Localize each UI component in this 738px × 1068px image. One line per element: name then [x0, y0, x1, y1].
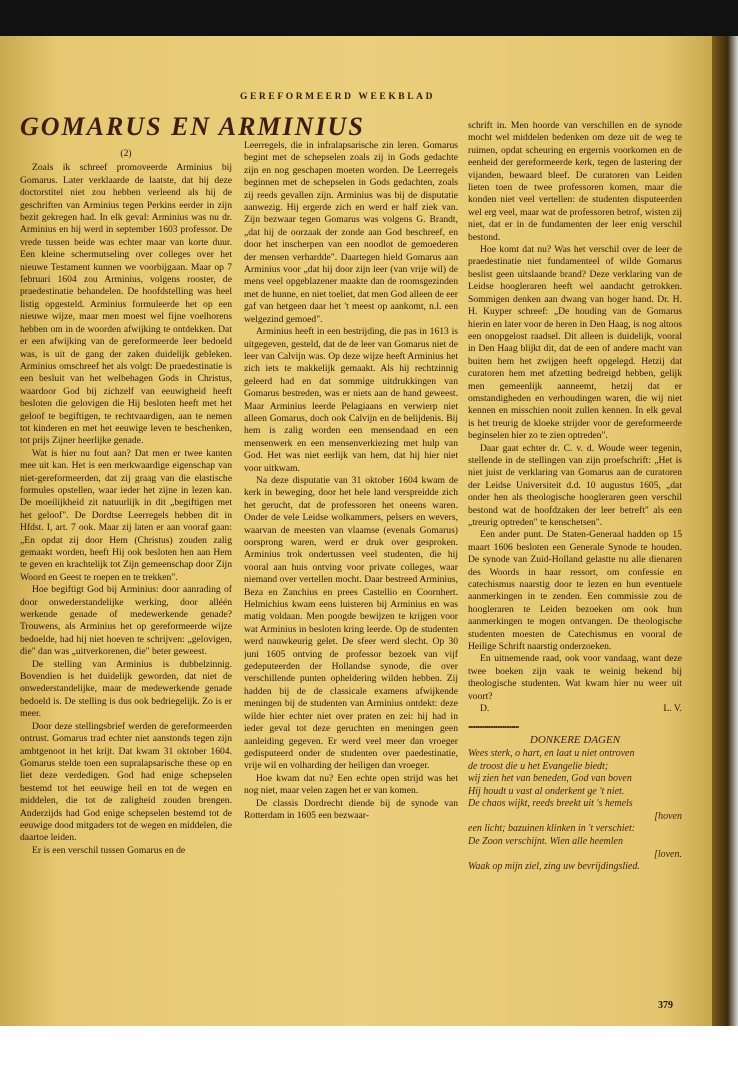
- paragraph: schrift in. Men hoorde van verschillen en de synode mocht wel middelen bedenken om deze uit de weg te ruimen, opdat scheuring en ergernis voorkomen en de eenheid der gereformeerde kerk, tegen de lastering der vijanden, bewaard bleef. De curatoren van Leiden lieten toen de twee professoren komen, maar die konden niet veel vertellen: de studenten disputeerden wel erg veel, maar wat de professoren betrof, wisten zij niet, dat er in de fundamenten der leer enig verschil bestond.: [468, 120, 682, 243]
- paragraph: De stelling van Arminius is dubbelzinnig. Bovendien is het duidelijk geworden, dat niet de onwederstandelijke, maar de medewerkende genade bedoeld is. De stelling is dus ook bedriegelijk. Zo is er meer.: [20, 658, 232, 720]
- paragraph: Wat is hier nu fout aan? Dat men er twee kanten mee uit kan. Het is een merkwaardige eigenschap van niet-gereformeerden, dat zij graag van die elastische formules opstellen, waar ieder het zijne in lezen kan. De moeilijkheid zit natuurlijk in dit „begiftigen met het geloof". De Dordtse Leerregels hebben dit in Hfdst. I, art. 7 ook. Maar zij laten er aan vooraf gaan: „En opdat zij door Hem (Christus) zouden zalig gemaakt worden, heeft Hij ook besloten hen aan Hem te geven en krachtelijk tot Zijn gemeenschap door Zijn Woord en Geest te roepen en te trekken".: [20, 447, 232, 583]
- column-1: [20, 148, 232, 1018]
- paragraph: Er is een verschil tussen Gomarus en de: [32, 844, 186, 856]
- paragraph: Daar gaat echter dr. C. v. d. Woude weer tegenin, stellende in de stellingen van zijn proefschrift: „Het is niet juist de verklaring van Gomarus aan de curatoren der Leidse Universiteit d.d. 10 augustus 1605, „dat onder hen als theologische hoogleraren geen verschil bestond wat de hoofdzaken der leer betreft" als een „treurig optreden" te kenschetsen".: [468, 442, 682, 528]
- scan-border-top: [0, 0, 738, 36]
- poem-title: DONKERE DAGEN: [529, 733, 621, 746]
- paragraph: Na deze disputatie van 31 oktober 1604 kwam de kerk in beweging, door het hele land verspreidde zich het gerucht, dat de professoren het oneens waren. Onder de vele Leidse wolkammers, pelsers en wevers, waarvan de meesten van vlaamse (evenals Gomarus) oorsprong waren, werd er druk over gesproken. Arminius trok ondertussen veel studenten, die hij vooral aan huis ontving voor private colleges, waar niemand over vertellen mocht. Daar bestreed Arminius, Beza en Zanchius en prees Castellio en Coornhert. Helmichius kwam eens luisteren bij Arminius en was matig voldaan. Men poogde bewijzen te krijgen voor wat Arminius in besloten kring leerde. Op de studenten werd nauwkeurig gelet. De sfeer werd slecht. Op 30 juni 1605 ontving de professor bezoek van vijf gedeputeerden der Hollandse synode, die over verschillende punten opheldering wilden hebben. Zij hadden bij de de classicale examens afwijkende meningen bij de studenten van Arminius ontdekt: deze wilde hier echter niet over praten en zei: hij had in ieder geval tot deze geruchten en meningen geen aanleiding gegeven. Er werd veel meer dan vroeger gedisputeerd onder de studenten over paedestinatie, vrije wil en volharding der heiligen dan vroeger.: [244, 474, 458, 772]
- part-number: (2): [120, 148, 132, 159]
- signature-right: L. V.: [663, 703, 682, 715]
- poem: [468, 748, 682, 874]
- paragraph: Hoe kwam dat nu? Een echte open strijd was het nog niet, maar velen zagen het er van komen.: [244, 772, 458, 797]
- running-header: GEREFORMEERD WEEKBLAD: [240, 92, 436, 102]
- paragraph: Zoals ik schreef promoveerde Arminius bij Gomarus. Later verklaarde de laatste, dat hij deze doctorstitel niet zou hebben verleend als hij de geschriften van Arminius tegen Perkins eerder in zijn bezit gekregen had. In elk geval: Arminius was nu dr. Arminius en hij werd in september 1603 professor. De vrede tussen beide was echter maar van korte duur. Een kleine schermutseling over colleges over het nieuwe Testament kunnen we voorbijgaan. Maar op 7 februari 1604 zou Arminius, volgens rooster, de praedestinatie behandelen. De hoofdstelling was heel listig opgesteld. Arminius formuleerde het op een nieuwe wijze, maar men moest wel fijne voelhorens hebben om in de woorden afwijking te ontdekken. Dat er een afwijking van de gereformeerde leer bedoeld was, is uit de gang der zaken duidelijk gebleken. Arminius omschreef het als volgt: De praedestinatie is een besluit van het welbehagen Gods in Christus, waardoor God bij zichzelf van eeuwigheid heeft besloten die gelovigen die Hij besloten heeft met het geloof te begiftigen, te rechtvaardigen, aan te nemen tot kinderen en met het eeuwige leven te beschenken, tot prijs Zijner heerlijke genade.: [20, 162, 232, 447]
- poem-line-continuation: [hoven: [654, 810, 682, 822]
- column-3: [468, 120, 682, 1020]
- poem-line: De chaos wijkt, reeds breekt uit 's hemels: [468, 798, 633, 810]
- scan-border-bottom: [0, 1026, 738, 1068]
- column-2: [244, 140, 458, 1020]
- page-binding-edge: [712, 36, 738, 1026]
- paragraph: Door deze stellingsbrief werden de gereformeerden ontrust. Gomarus trad echter niet aanstonds tegen zijn ambtgenoot in het krijt. Dat kwam 31 oktober 1604. Gomarus stelde toen een supralapsarische these op en liet deze verdedigen. God had enige schepselen bestemd tot het eeuwige heil en tot de wegen en middelen, die tot de zaligheid zouden brengen. Anderzijds had God enige schepselen bestemd tot de eeuwige dood mitgaders tot de wegen en middelen, die daartoe leiden.: [20, 720, 232, 844]
- paragraph: En uitnemende raad, ook voor vandaag, want deze twee boeken zijn vaak te weinig bekend bij theologische studenten. Wat kwam hier nu weer uit voort?: [468, 653, 682, 702]
- paragraph: De classis Dordrecht diende bij de synode van Rotterdam in 1605 een bezwaar-: [244, 797, 458, 821]
- page-number: 379: [658, 1000, 673, 1011]
- signature: [468, 703, 682, 715]
- paragraph: Leerregels, die in infralapsarische zin leren. Gomarus begint met de schepselen zoals zij in Gods gedachte zijn en nog geschapen moeten worden. De Leerregels beginnen met de schepselen in Gods gedachten, zoals zij reeds gevallen zijn. Arminius was bij de disputatie aanwezig. Hij ergerde zich en werd er half ziek van. Zijn bezwaar tegen Gomarus was volgens G. Brandt, „dat hij de oorzaak der zonde aan God beschreef, en door het inscherpen van een noodlot de gemoederen der mensen verhardde". Daartegen hield Gomarus aan Arminius voor „dat hij door zijn leer (van vrije wil) de mens veel opgeblazener maakte dan de roomsgezinden met de hunne, en niet toeliet, dat men God alleen de eer gaf van hetgeen daar het 't meest op aankomt, n.l. een welgezind gemoed".: [244, 140, 458, 325]
- paragraph: Hoe begiftigt God bij Arminius: door aanrading of door onwederstandelijke werking, door alléén werkende genade of medewerkende genade? Trouwens, als Arminius het op gereformeerde wijze bedoelde, had hij niet hoeven te schrijven: „gelovigen, die" dan was „uitverkorenen, die" beter geweest.: [20, 584, 232, 658]
- poem-line: Hij houdt u vast al onderkent ge 't niet.: [468, 785, 625, 797]
- ornamental-divider: ••••••••••••••••••••••••••••: [468, 722, 519, 730]
- signature-left: D.: [480, 703, 490, 715]
- article-title: GOMARUS EN ARMINIUS: [20, 112, 365, 141]
- poem-line: de troost die u het Evangelie biedt;: [468, 760, 609, 772]
- poem-line: wij zien het van beneden, God van boven: [468, 773, 632, 785]
- paragraph: Een ander punt. De Staten-Generaal hadden op 15 maart 1606 besloten een Generale Synode te houden. De synode van Zuid-Holland gelastte nu alle dienaren des Woords in haar ressort, om confessie en catechismus naarstig door te lezen en hun eventuele aanmerkingen in te zenden. Een commissie zou de hoogleraren te Leiden bezoeken om ook hun aanmerkingen te mogen ontvangen. De theologische studenten moesten de Catechismus en vooral de Heilige Schrift naarstig onderzoeken.: [468, 529, 682, 653]
- poem-line: De Zoon verschijnt. Wien alle heemlen: [468, 836, 623, 848]
- poem-line: een licht; bazuinen klinken in 't verschiet:: [468, 823, 636, 835]
- paragraph: Hoe komt dat nu? Was het verschil over de leer de praedestinatie niet fundamenteel of wilde Gomarus beslist geen uitslaande brand? Deze verklaring van de Leidse hoogleraren heeft wel aandacht getrokken. Sommigen denken aan dwang van hoger hand. Dr. H. H. Kuyper schreef: „De houding van de Gomarus hierin en later voor de heren in Den Haag, is nog altoos een onopgelost raadsel. Dit alleen is duidelijk, vooral in Den Haag blijkt dit, dat de een of andere macht van buiten hem het zwijgen heeft opgelegd. Hetzij dat curatoren hem met afzetting bedreigd hebben, gelijk men gemeenlijk aanneemt, hetzij dat er omstandigheden en verhoudingen waren, die wij niet kennen en misschien nooit zullen kennen. In elk geval is het treurig de kloeke strijder voor de gereformeerde beginselen hier zo te zien optreden".: [468, 244, 682, 442]
- poem-line: Waak op mijn ziel, zing uw bevrijdingslied.: [468, 861, 640, 873]
- poem-line: Wees sterk, o hart, en laat u niet ontroven: [468, 747, 635, 759]
- poem-line-continuation: [loven.: [653, 848, 682, 860]
- paragraph: Arminius heeft in een bestrijding, die pas in 1613 is uitgegeven, gesteld, dat de de leer van Gomarus niet de leer van Calvijn was. Op deze wijze heeft Arminius het zich iets te makkelijk gemaakt. Als hij rechtzinnig geleerd had en dat sommige uitdrukkingen van Gomarus bestreden, was er niets aan de hand geweest. Maar Arminius leerde Pelagiaans en verwierp niet alleen Gomarus, doch ook Calvijn en de belijdenis. Bij hem is zalig worden een mensendaad en een mensenwerk en een mensenverkiezing met hulp van God. Het was niet eerlijk van hem, dat hij hier niet voor uitkwam.: [244, 326, 458, 474]
